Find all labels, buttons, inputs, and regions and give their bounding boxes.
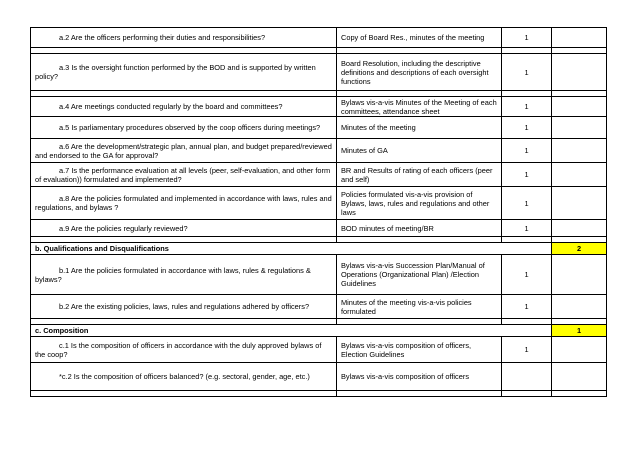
score-cell: 1	[502, 97, 552, 117]
criteria-question	[31, 28, 337, 48]
score-cell: 1	[502, 54, 552, 91]
criteria-row	[31, 97, 607, 117]
criteria-row	[31, 295, 607, 319]
remarks-cell	[552, 255, 607, 295]
checklist-sheet	[30, 27, 606, 397]
criteria-question	[31, 187, 337, 220]
evidence-cell: Board Resolution, including the descriptive definitions and descriptions of each oversight functions	[337, 54, 502, 91]
criteria-row	[31, 117, 607, 139]
question-text: a.3 Is the oversight function performed by the BOD and is supported by written policy?	[35, 63, 316, 81]
score-cell: 1	[502, 337, 552, 363]
score-cell	[502, 363, 552, 391]
criteria-question	[31, 54, 337, 91]
remarks-cell	[552, 337, 607, 363]
criteria-question	[31, 139, 337, 163]
evidence-cell: Bylaws vis-a-vis Succession Plan/Manual of Operations (Organizational Plan) /Election Guidelines	[337, 255, 502, 295]
assessment-table-body	[31, 28, 607, 397]
evidence-cell: Minutes of the meeting vis-a-vis policies formulated	[337, 295, 502, 319]
score-cell: 1	[502, 139, 552, 163]
criteria-row	[31, 187, 607, 220]
score-cell: 1	[502, 117, 552, 139]
criteria-row	[31, 54, 607, 91]
criteria-question	[31, 255, 337, 295]
criteria-row	[31, 363, 607, 391]
evidence-cell: Minutes of the meeting	[337, 117, 502, 139]
remarks-cell	[552, 363, 607, 391]
section-row	[31, 325, 607, 337]
evidence-cell: Bylaws vis-a-vis composition of officers, Election Guidelines	[337, 337, 502, 363]
remarks-cell	[552, 139, 607, 163]
criteria-row	[31, 337, 607, 363]
question-text: a.6 Are the development/strategic plan, annual plan, and budget prepared/reviewed and endorsed to the GA for approval?	[35, 141, 332, 160]
criteria-question	[31, 337, 337, 363]
spacer-row	[31, 391, 607, 397]
evidence-cell: Minutes of GA	[337, 139, 502, 163]
spacer-cell	[337, 391, 502, 397]
criteria-row	[31, 220, 607, 237]
remarks-cell	[552, 28, 607, 48]
score-cell: 1	[502, 295, 552, 319]
score-cell: 1	[502, 163, 552, 187]
criteria-question	[31, 163, 337, 187]
question-text: a.8 Are the policies formulated and implemented in accordance with laws, rules and regulations, and bylaws ?	[35, 194, 332, 212]
evidence-cell: Bylaws vis-a-vis composition of officers	[337, 363, 502, 391]
criteria-row	[31, 139, 607, 163]
criteria-row	[31, 163, 607, 187]
evidence-cell: Bylaws vis-a-vis Minutes of the Meeting of each committees, attendance sheet	[337, 97, 502, 117]
remarks-cell	[552, 163, 607, 187]
question-text: a.9 Are the policies regularly reviewed?	[59, 223, 188, 233]
criteria-row	[31, 255, 607, 295]
assessment-table	[30, 27, 607, 397]
question-text: a.5 Is parliamentary procedures observed by the coop officers during meetings?	[59, 123, 321, 132]
section-score: 2	[552, 243, 607, 255]
question-text: c.1 Is the composition of officers in accordance with the duly approved bylaws of the coop?	[35, 340, 322, 359]
criteria-row	[31, 28, 607, 48]
evidence-cell: Policies formulated vis-a-vis provision of Bylaws, laws, rules and regulations and other laws	[337, 187, 502, 220]
score-cell: 1	[502, 187, 552, 220]
section-score: 1	[552, 325, 607, 337]
criteria-question	[31, 97, 337, 117]
criteria-question	[31, 117, 337, 139]
remarks-cell	[552, 97, 607, 117]
question-text: a.4 Are meetings conducted regularly by the board and committees?	[59, 102, 283, 111]
spacer-cell	[502, 391, 552, 397]
criteria-question	[31, 363, 337, 391]
evidence-cell: BR and Results of rating of each officers (peer and self)	[337, 163, 502, 187]
remarks-cell	[552, 295, 607, 319]
section-title: b. Qualifications and Disqualifications	[31, 243, 552, 255]
remarks-cell	[552, 220, 607, 237]
section-row	[31, 243, 607, 255]
score-cell: 1	[502, 255, 552, 295]
question-text: a.7 Is the performance evaluation at all levels (peer, self-evaluation, and other form of evaluation)) formulated and implemented?	[35, 165, 331, 184]
score-cell: 1	[502, 220, 552, 237]
question-text: *c.2 Is the composition of officers balanced? (e.g. sectoral, gender, age, etc.)	[59, 372, 310, 381]
remarks-cell	[552, 117, 607, 139]
score-cell: 1	[502, 28, 552, 48]
question-text: b.1 Are the policies formulated in accordance with laws, rules & regulations & bylaws?	[35, 265, 311, 284]
question-text: a.2 Are the officers performing their duties and responsibilities?	[59, 33, 266, 42]
evidence-cell: Copy of Board Res., minutes of the meeting	[337, 28, 502, 48]
remarks-cell	[552, 187, 607, 220]
evidence-cell: BOD minutes of meeting/BR	[337, 220, 502, 237]
section-title: c. Composition	[31, 325, 552, 337]
remarks-cell	[552, 54, 607, 91]
criteria-question	[31, 220, 337, 237]
question-text: b.2 Are the existing policies, laws, rules and regulations adhered by officers?	[59, 302, 310, 311]
spacer-cell	[552, 391, 607, 397]
spacer-cell	[31, 391, 337, 397]
criteria-question	[31, 295, 337, 319]
